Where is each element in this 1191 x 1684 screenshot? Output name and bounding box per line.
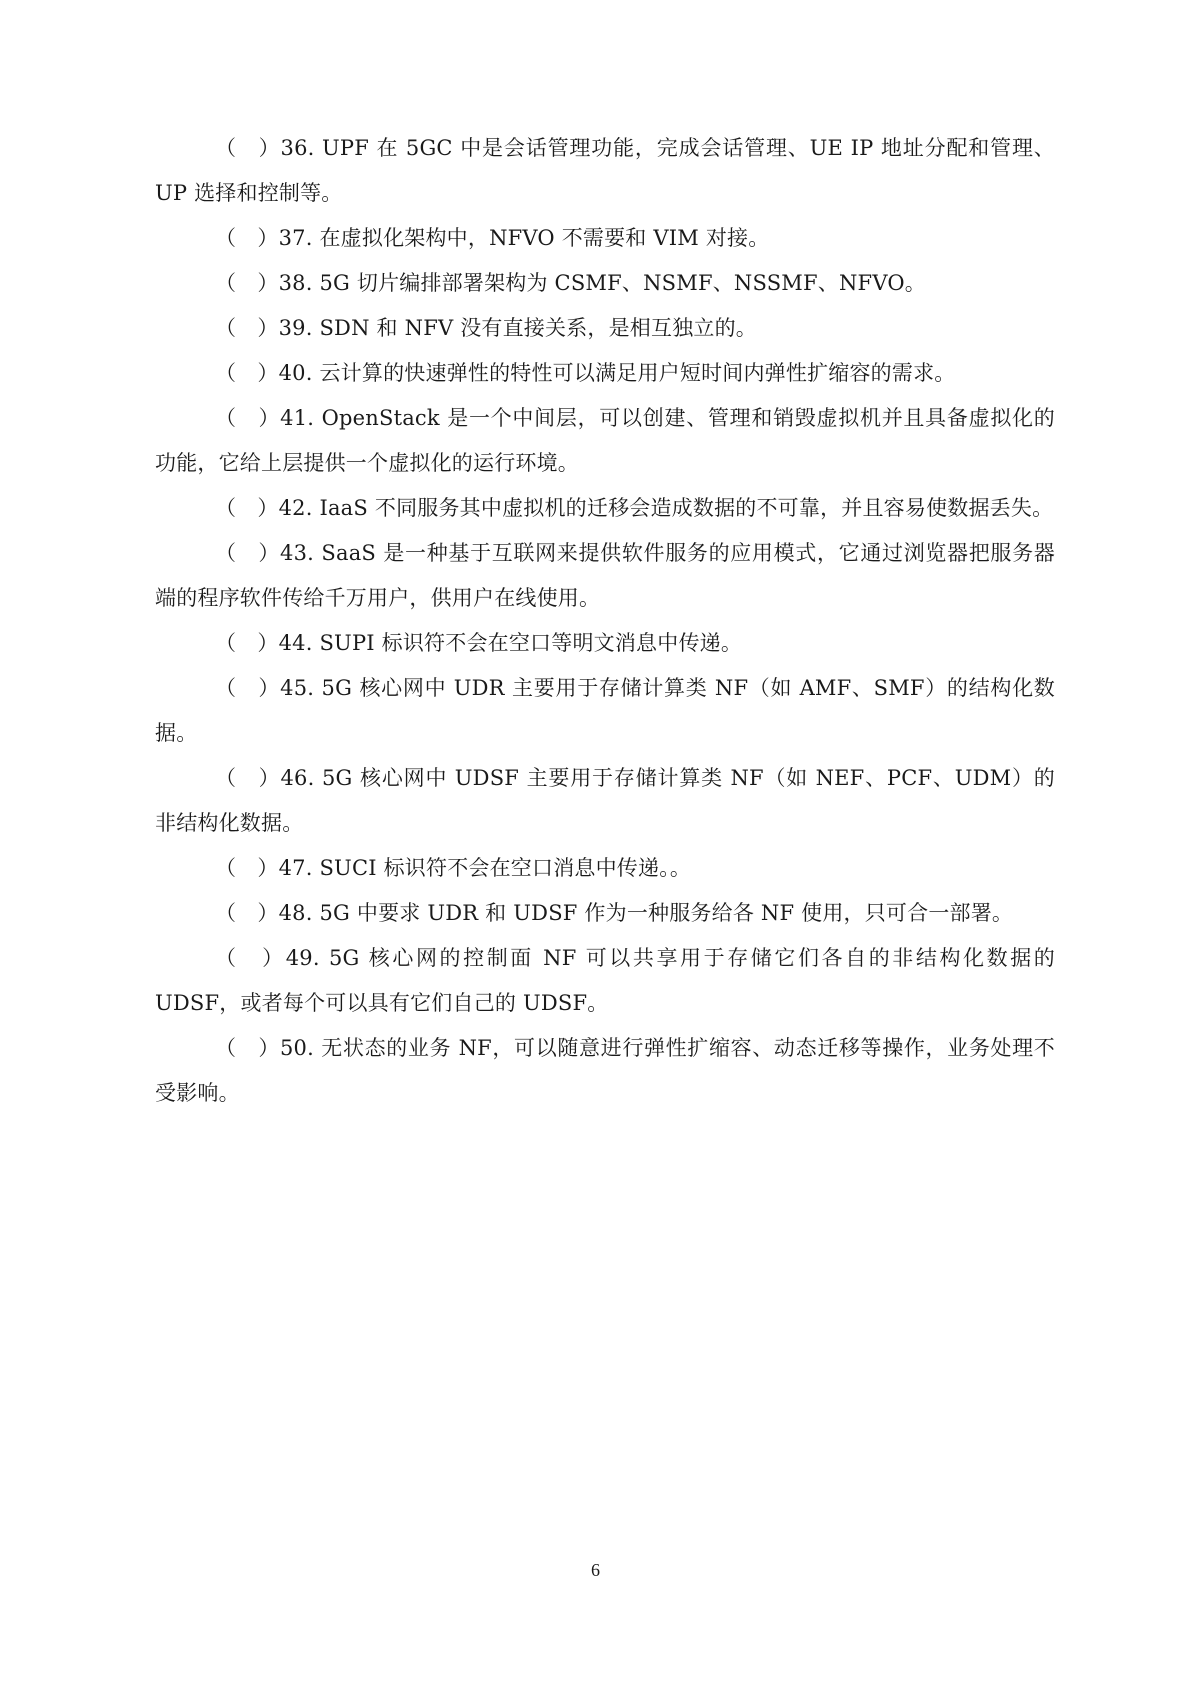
question-46: （ ）46. 5G 核心网中 UDSF 主要用于存储计算类 NF（如 NEF、PCF、UDM）的非结构化数据。 — [155, 766, 1055, 835]
question-41: （ ）41. OpenStack 是一个中间层，可以创建、管理和销毁虚拟机并且具备虚拟化的功能，它给上层提供一个虚拟化的运行环境。 — [155, 406, 1055, 475]
question-48: （ ）48. 5G 中要求 UDR 和 UDSF 作为一种服务给各 NF 使用，只可合一部署。 — [215, 901, 1014, 925]
question-42: （ ）42. IaaS 不同服务其中虚拟机的迁移会造成数据的不可靠，并且容易使数据丢失。 — [215, 496, 1054, 520]
question-44: （ ）44. SUPI 标识符不会在空口等明文消息中传递。 — [215, 631, 743, 655]
question-list — [155, 126, 1055, 1116]
question-45: （ ）45. 5G 核心网中 UDR 主要用于存储计算类 NF（如 AMF、SMF）的结构化数据。 — [155, 676, 1055, 745]
page-number: 6 — [591, 1560, 600, 1580]
question-36: （ ）36. UPF 在 5GC 中是会话管理功能，完成会话管理、UE IP 地址分配和管理、UP 选择和控制等。 — [155, 136, 1055, 205]
question-50: （ ）50. 无状态的业务 NF，可以随意进行弹性扩缩容、动态迁移等操作，业务处理不受影响。 — [155, 1036, 1055, 1105]
question-49: （ ）49. 5G 核心网的控制面 NF 可以共享用于存储它们各自的非结构化数据的 UDSF，或者每个可以具有它们自己的 UDSF。 — [155, 946, 1055, 1015]
question-47: （ ）47. SUCI 标识符不会在空口消息中传递。。 — [215, 856, 692, 880]
question-38: （ ）38. 5G 切片编排部署架构为 CSMF、NSMF、NSSMF、NFVO。 — [215, 271, 926, 295]
question-37: （ ）37. 在虚拟化架构中，NFVO 不需要和 VIM 对接。 — [215, 226, 770, 250]
question-39: （ ）39. SDN 和 NFV 没有直接关系，是相互独立的。 — [215, 316, 758, 340]
question-40: （ ）40. 云计算的快速弹性的特性可以满足用户短时间内弹性扩缩容的需求。 — [215, 361, 956, 385]
question-43: （ ）43. SaaS 是一种基于互联网来提供软件服务的应用模式，它通过浏览器把服务器端的程序软件传给千万用户，供用户在线使用。 — [155, 541, 1055, 610]
